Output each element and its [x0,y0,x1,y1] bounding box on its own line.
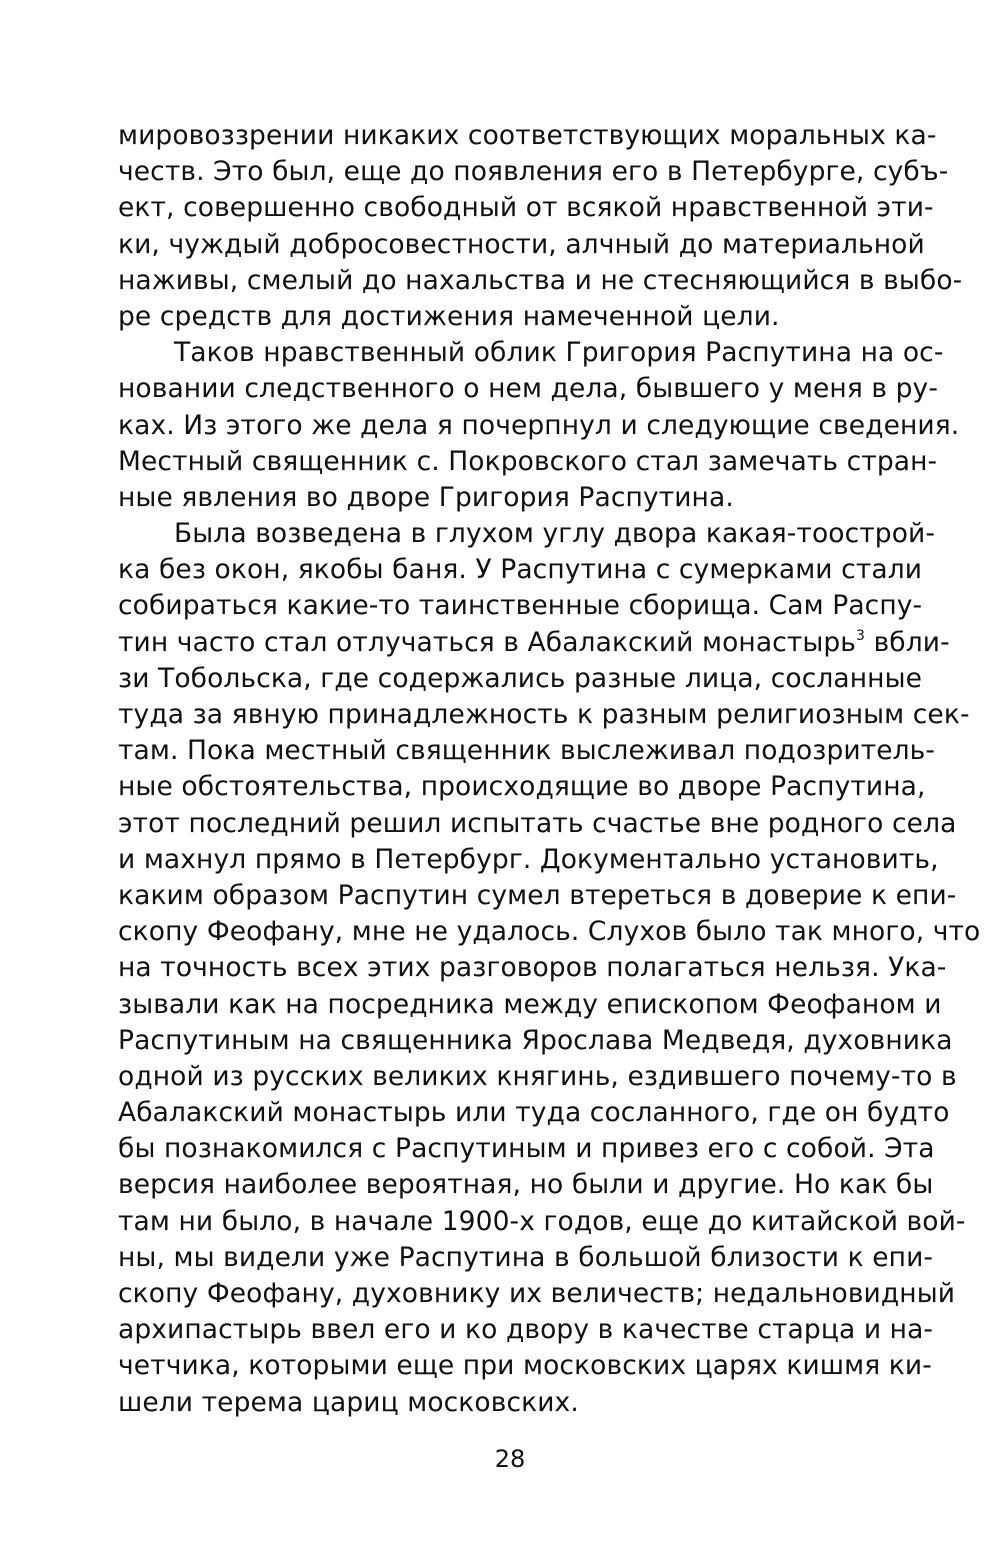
text-line: бы познакомился с Распутиным и привез его с собой. Эта [118,1133,935,1165]
text-line: на точность всех этих разговоров полагаться нельзя. Ука- [118,952,947,984]
text-line: одной из русских великих княгинь, ездившего почему-то в [118,1060,957,1092]
text-line: четчика, которыми еще при московских царях кишмя ки- [118,1350,932,1382]
text-line: ки, чуждый добросовестности, алчный до материальной [118,228,925,260]
text-line: мировоззрении никаких соответствующих моральных ка- [118,120,937,151]
text-line: архипастырь ввел его и ко двору в качестве старца и на- [118,1314,934,1346]
text-line: ках. Из этого же дела я почерпнул и следующие сведения. [118,409,960,441]
text-line-with-footnote [118,625,950,661]
text-line: этот последний решил испытать счастье вне родного села [118,807,957,839]
text-line: зывали как на посредника между епископом Феофаном и [118,988,942,1020]
text-line: честв. Это был, еще до появления его в Петербурге, субъ- [118,156,949,188]
text-line: скопу Феофану, мне не удалось. Слухов было так много, что [118,916,981,948]
text-line: там. Пока местный священник выслеживал подозритель- [118,735,936,767]
page-number: 28 [494,1445,526,1473]
text-line: ре средств для достижения намеченной цели. [118,300,780,332]
text-line: Таков нравственный облик Григория Распутина на ос- [174,337,944,369]
text-line-segment: вбли- [865,626,950,658]
text-line: наживы, смелый до нахальства и не стесняющийся в выбо- [118,264,963,296]
text-line: ные обстоятельства, происходящие во дворе Распутина, [118,771,926,803]
text-line: зи Тобольска, где содержались разные лица, сосланные [118,662,923,694]
body-text [118,118,981,1421]
text-line: Местный священник с. Покровского стал замечать стран- [118,445,938,477]
text-line: ка без окон, якобы баня. У Распутина с сумерками стали [118,554,923,586]
text-line: Распутиным на священника Ярослава Медведя, духовника [118,1024,953,1056]
text-line: там ни было, в начале 1900-х годов, еще до китайской вой- [118,1205,966,1237]
text-line: шели терема цариц московских. [118,1386,579,1418]
text-line: туда за явную принадлежность к разным религиозным сек- [118,699,970,730]
text-line: ные явления во дворе Григория Распутина. [118,481,734,513]
text-line: Абалакский монастырь или туда сосланного, где он будто [118,1097,950,1129]
text-line: новании следственного о нем дела, бывшего у меня в ру- [118,373,939,405]
text-line: ны, мы видели уже Распутина в большой близости к епи- [118,1241,934,1273]
text-line: собираться какие-то таинственные сборища. Сам Распу- [118,590,923,622]
text-line: скопу Феофану, духовнику их величеств; недальновидный [118,1278,956,1309]
footnote-marker: 3 [856,627,866,644]
text-line: каким образом Распутин сумел втереться в доверие к епи- [118,879,957,911]
text-line: версия наиболее вероятная, но были и другие. Но как бы [118,1169,934,1201]
text-line: Была возведена в глухом углу двора какая-тоострой- [174,518,936,550]
text-line: ект, совершенно свободный от всякой нравственной эти- [118,192,934,224]
text-line: и махнул прямо в Петербург. Документально установить, [118,843,939,875]
text-line-segment: тин часто стал отлучаться в Абалакский монастырь [118,626,857,658]
